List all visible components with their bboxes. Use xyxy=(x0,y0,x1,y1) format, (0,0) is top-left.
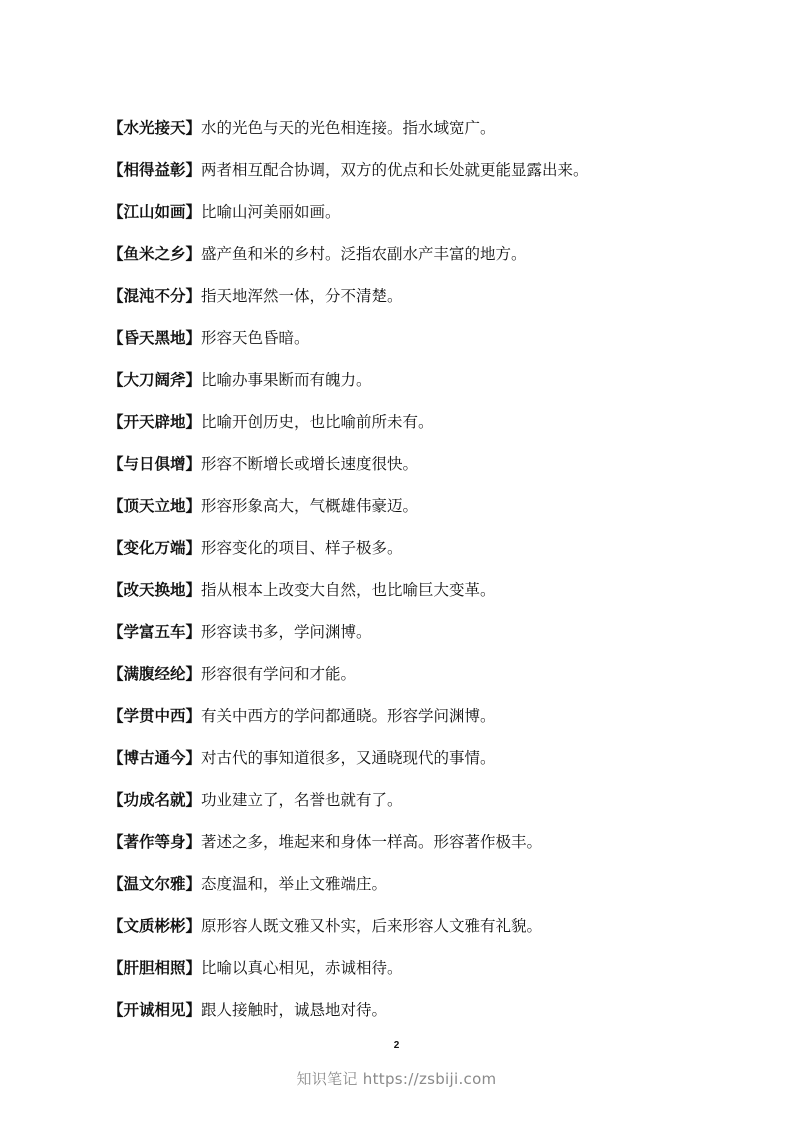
idiom-entry xyxy=(108,870,708,912)
idiom-definition: 形容变化的项目、样子极多。 xyxy=(201,539,403,557)
idiom-term: 【博古通今】 xyxy=(108,749,202,767)
idiom-definition: 形容形象高大，气概雄伟豪迈。 xyxy=(201,497,419,515)
idiom-term: 【功成名就】 xyxy=(108,791,202,809)
idiom-term: 【水光接天】 xyxy=(108,119,202,137)
idiom-entry xyxy=(108,534,708,576)
idiom-term: 【变化万端】 xyxy=(108,539,202,557)
idiom-term: 【开天辟地】 xyxy=(108,413,202,431)
idiom-entry xyxy=(108,156,708,198)
idiom-definition: 比喻山河美丽如画。 xyxy=(201,203,341,221)
idiom-definition: 指从根本上改变大自然，也比喻巨大变革。 xyxy=(201,581,496,599)
idiom-definition: 形容天色昏暗。 xyxy=(201,329,310,347)
idiom-entry xyxy=(108,408,708,450)
idiom-term: 【著作等身】 xyxy=(108,833,202,851)
idiom-term: 【相得益彰】 xyxy=(108,161,202,179)
idiom-entry xyxy=(108,324,708,366)
idiom-term: 【开诚相见】 xyxy=(108,1001,202,1019)
idiom-entry xyxy=(108,828,708,870)
idiom-definition: 比喻以真心相见，赤诚相待。 xyxy=(201,959,403,977)
idiom-entry xyxy=(108,366,708,408)
idiom-term: 【学富五车】 xyxy=(108,623,202,641)
idiom-term: 【满腹经纶】 xyxy=(108,665,202,683)
idiom-entry xyxy=(108,114,708,156)
idiom-entry xyxy=(108,240,708,282)
idiom-definition: 指天地浑然一体，分不清楚。 xyxy=(201,287,403,305)
idiom-definition: 形容读书多，学问渊博。 xyxy=(201,623,372,641)
idiom-term: 【与日俱增】 xyxy=(108,455,202,473)
idiom-entry xyxy=(108,744,708,786)
idiom-term: 【肝胆相照】 xyxy=(108,959,202,977)
idiom-term: 【江山如画】 xyxy=(108,203,202,221)
idiom-term: 【昏天黑地】 xyxy=(108,329,202,347)
idiom-entry xyxy=(108,198,708,240)
idiom-entry xyxy=(108,618,708,660)
idiom-entry xyxy=(108,576,708,618)
idiom-term: 【鱼米之乡】 xyxy=(108,245,202,263)
idiom-term: 【改天换地】 xyxy=(108,581,202,599)
page-number: 2 xyxy=(393,1040,400,1051)
idiom-definition: 态度温和，举止文雅端庄。 xyxy=(201,875,388,893)
idiom-entry xyxy=(108,912,708,954)
idiom-definition: 水的光色与天的光色相连接。指水域宽广。 xyxy=(201,119,496,137)
idiom-definition: 对古代的事知道很多，又通晓现代的事情。 xyxy=(201,749,496,767)
idiom-definition: 比喻开创历史，也比喻前所未有。 xyxy=(201,413,434,431)
idiom-term: 【混沌不分】 xyxy=(108,287,202,305)
idiom-entry xyxy=(108,786,708,828)
idiom-definition: 比喻办事果断而有魄力。 xyxy=(201,371,372,389)
idiom-definition: 功业建立了，名誉也就有了。 xyxy=(201,791,403,809)
idiom-definition: 有关中西方的学问都通晓。形容学问渊博。 xyxy=(201,707,496,725)
idiom-definition: 形容不断增长或增长速度很快。 xyxy=(201,455,419,473)
idiom-term: 【文质彬彬】 xyxy=(108,917,202,935)
idiom-entry xyxy=(108,450,708,492)
idiom-term: 【学贯中西】 xyxy=(108,707,202,725)
idiom-term: 【顶天立地】 xyxy=(108,497,202,515)
idiom-definition: 跟人接触时，诚恳地对待。 xyxy=(201,1001,388,1019)
idiom-list xyxy=(108,114,708,1038)
idiom-entry xyxy=(108,702,708,744)
site-watermark: 知识笔记 https://zsbiji.com xyxy=(296,1070,497,1088)
idiom-term: 【大刀阔斧】 xyxy=(108,371,202,389)
idiom-entry xyxy=(108,660,708,702)
idiom-definition: 两者相互配合协调，双方的优点和长处就更能显露出来。 xyxy=(201,161,589,179)
idiom-definition: 著述之多，堆起来和身体一样高。形容著作极丰。 xyxy=(201,833,543,851)
idiom-entry xyxy=(108,282,708,324)
idiom-definition: 原形容人既文雅又朴实，后来形容人文雅有礼貌。 xyxy=(201,917,543,935)
idiom-term: 【温文尔雅】 xyxy=(108,875,202,893)
idiom-definition: 形容很有学问和才能。 xyxy=(201,665,357,683)
idiom-entry xyxy=(108,954,708,996)
idiom-definition: 盛产鱼和米的乡村。泛指农副水产丰富的地方。 xyxy=(201,245,527,263)
idiom-entry xyxy=(108,492,708,534)
idiom-entry xyxy=(108,996,708,1038)
